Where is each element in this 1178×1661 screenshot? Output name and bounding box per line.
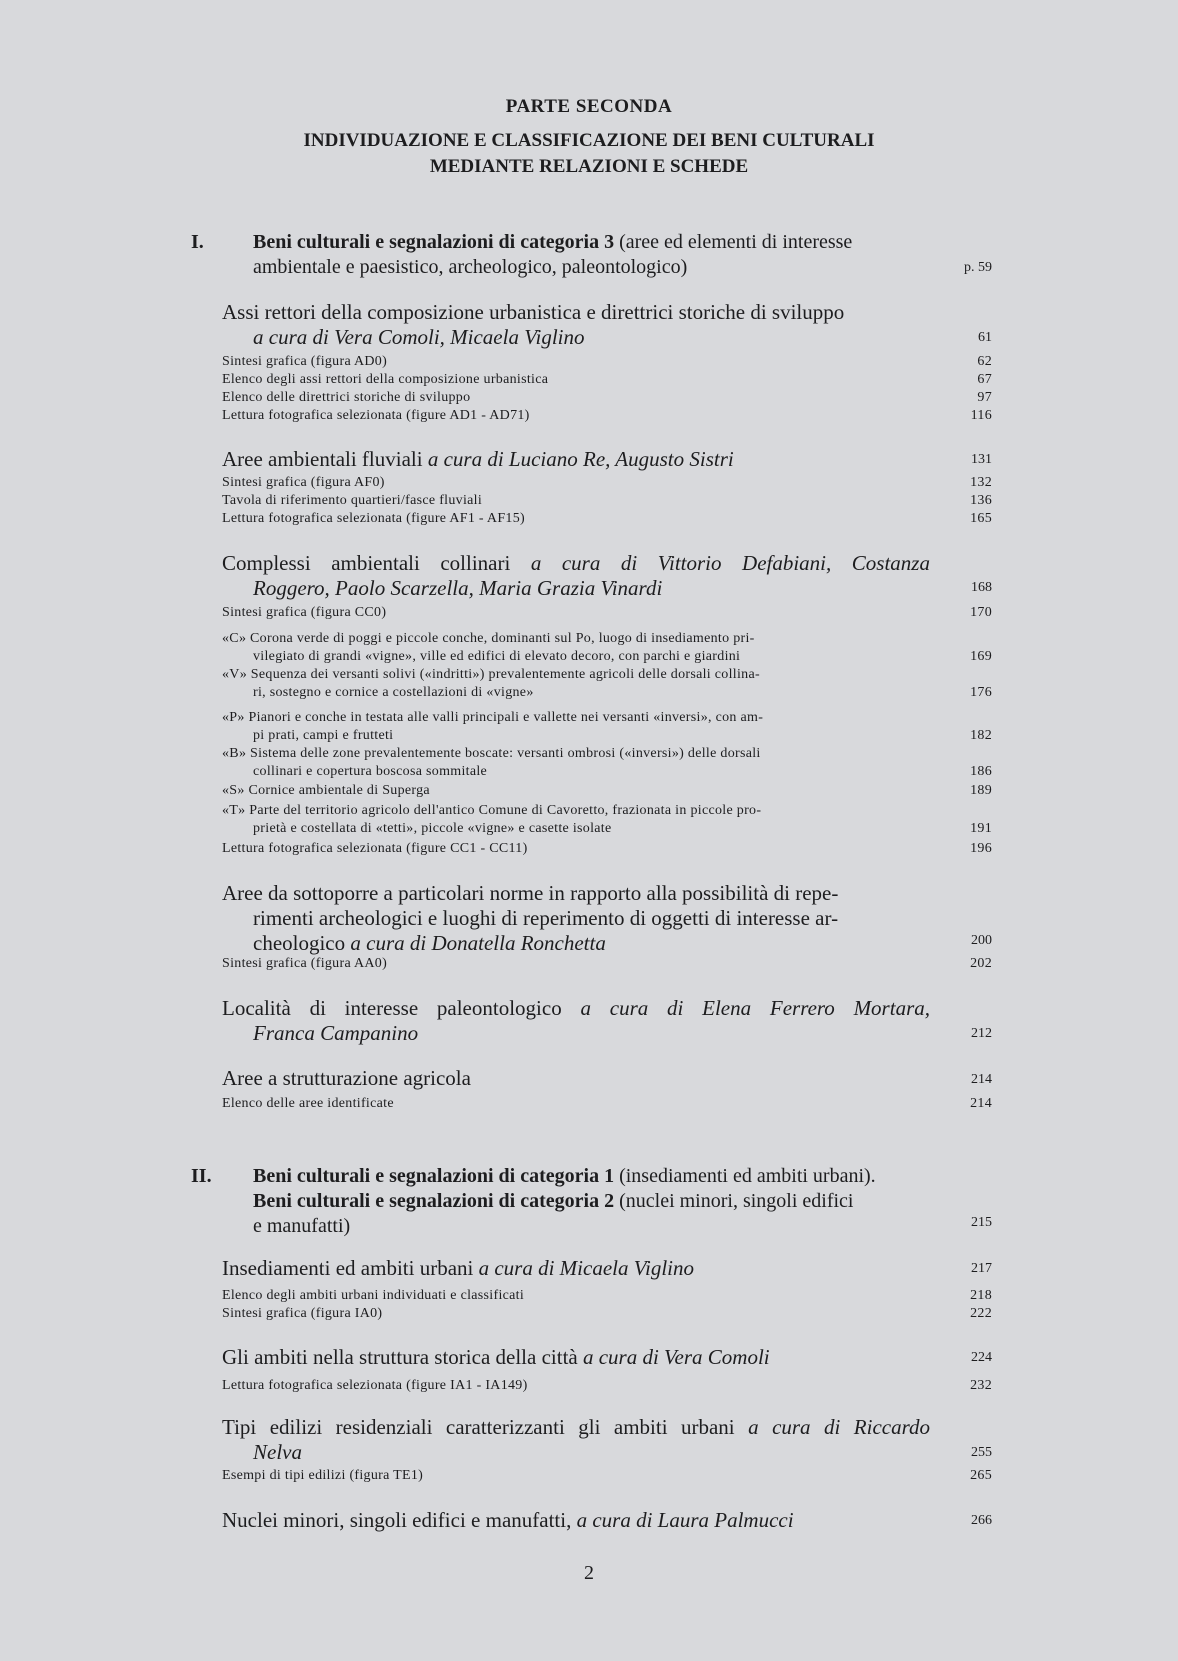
collinari-item xyxy=(222,630,930,666)
part-heading: PARTE SECONDA xyxy=(505,96,673,117)
insediamenti-title: Insediamenti ed ambiti urbani xyxy=(222,1256,479,1280)
collinari-item: «S» Cornice ambientale di Superga xyxy=(222,783,430,798)
item-page: 132 xyxy=(970,475,992,490)
section-1-rest: (aree ed elementi di interesse xyxy=(614,231,853,253)
fluviali-title: Aree ambientali fluviali xyxy=(222,447,428,471)
assi-authors: a cura di Vera Comoli, Micaela Viglino xyxy=(253,325,585,349)
part-title-line2: MEDIANTE RELAZIONI E SCHEDE xyxy=(429,156,749,177)
list-item: Sintesi grafica (figura AA0) xyxy=(222,956,388,971)
tipi-authors-line1: a cura di Riccardo xyxy=(748,1415,931,1439)
item-line: «P» Pianori e conche in testata alle valli principali e vallette nei versanti «inversi», con am- xyxy=(222,710,764,725)
insediamenti-item-pages xyxy=(970,1287,992,1323)
section-2-bold1: Beni culturali e segnalazioni di categoria 1 xyxy=(253,1165,615,1187)
collinari-item xyxy=(222,745,930,781)
item-page: 218 xyxy=(970,1288,992,1303)
archeo-line1: Aree da sottoporre a particolari norme in rapporto alla possibilità di repe- xyxy=(222,881,839,905)
item-page: 62 xyxy=(977,354,992,369)
section-1-number: I. xyxy=(191,231,204,253)
section-2-rest1: (insediamenti ed ambiti urbani). xyxy=(614,1165,876,1187)
paleo-authors-line1: a cura di Elena Ferrero Mortara, xyxy=(580,996,930,1020)
agricola-title: Aree a strutturazione agricola xyxy=(222,1066,471,1090)
item-page: 191 xyxy=(970,821,992,836)
section-2-number: II. xyxy=(191,1165,212,1187)
ambiti-authors: a cura di Vera Comoli xyxy=(582,1345,770,1369)
section-1-bold: Beni culturali e segnalazioni di categoria 3 xyxy=(253,231,615,253)
collinari-item xyxy=(222,709,930,745)
list-item: Esempi di tipi edilizi (figura TE1) xyxy=(222,1468,424,1483)
paleo-entry xyxy=(222,996,930,1046)
archeo-page: 200 xyxy=(971,933,992,948)
archeo-line3: cheologico xyxy=(253,931,351,955)
list-item: Sintesi grafica (figura IA0) xyxy=(222,1306,383,1321)
tipi-page: 255 xyxy=(971,1445,992,1460)
collinari-page: 168 xyxy=(971,580,992,595)
part-title-line1: INDIVIDUAZIONE E CLASSIFICAZIONE DEI BENI CULTURALI xyxy=(303,130,875,151)
section-2-line3: e manufatti) xyxy=(253,1215,351,1237)
collinari-authors-line2: Roggero, Paolo Scarzella, Maria Grazia Vinardi xyxy=(253,576,663,600)
ambiti-entry xyxy=(222,1345,930,1370)
page-number: 2 xyxy=(584,1562,594,1584)
assi-item-pages xyxy=(971,353,992,425)
item-page: 182 xyxy=(970,728,992,743)
collinari-entry xyxy=(222,551,930,601)
nuclei-authors: a cura di Laura Palmucci xyxy=(576,1508,794,1532)
item-page: 265 xyxy=(970,1468,992,1483)
fluviali-item-pages xyxy=(970,474,992,528)
list-item: Elenco degli assi rettori della composizione urbanistica xyxy=(222,372,549,387)
list-item: Elenco delle aree identificate xyxy=(222,1096,394,1111)
assi-items xyxy=(222,353,930,425)
insediamenti-items xyxy=(222,1287,930,1323)
section-1-line2: ambientale e paesistico, archeologico, paleontologico) xyxy=(253,256,688,278)
list-item: Lettura fotografica selezionata (figure IA1 - IA149) xyxy=(222,1378,528,1393)
list-item: Elenco degli ambiti urbani individuati e classificati xyxy=(222,1288,525,1303)
agricola-page: 214 xyxy=(971,1072,992,1087)
paleo-authors-line2: Franca Campanino xyxy=(253,1021,419,1045)
item-page: 97 xyxy=(977,390,992,405)
archeo-line2: rimenti archeologici e luoghi di reperimento di oggetti di interesse ar- xyxy=(253,906,839,930)
item-page: 169 xyxy=(970,649,992,664)
item-line: «B» Sistema delle zone prevalentemente boscate: versanti ombrosi («inversi») delle dorsali xyxy=(222,746,761,761)
collinari-authors-line1: a cura di Vittorio Defabiani, Costanza xyxy=(530,551,930,575)
collinari-item: Sintesi grafica (figura CC0) xyxy=(222,605,387,620)
list-item: Sintesi grafica (figura AF0) xyxy=(222,475,385,490)
item-line: pi prati, campi e frutteti xyxy=(253,728,394,743)
item-line: «C» Corona verde di poggi e piccole conche, dominanti sul Po, luogo di insediamento pri- xyxy=(222,631,755,646)
item-page: 170 xyxy=(970,605,992,620)
fluviali-page: 131 xyxy=(971,452,992,467)
fluviali-entry xyxy=(222,447,930,472)
section-1-page: p. 59 xyxy=(964,260,992,275)
item-page: 136 xyxy=(970,493,992,508)
part-title xyxy=(0,128,1178,180)
item-page: 222 xyxy=(970,1306,992,1321)
list-item: Lettura fotografica selezionata (figure AD1 - AD71) xyxy=(222,408,530,423)
item-line: ri, sostegno e cornice a costellazioni di «vigne» xyxy=(253,685,534,700)
collinari-title: Complessi ambientali collinari xyxy=(222,551,531,575)
archeo-authors: a cura di Donatella Ronchetta xyxy=(350,931,606,955)
archeo-entry xyxy=(222,881,930,956)
list-item: Sintesi grafica (figura AD0) xyxy=(222,354,388,369)
section-1-heading xyxy=(191,230,930,280)
section-2-rest2: (nuclei minori, singoli edifici xyxy=(614,1190,854,1212)
insediamenti-entry xyxy=(222,1256,930,1281)
collinari-item: Lettura fotografica selezionata (figure CC1 - CC11) xyxy=(222,841,528,856)
insediamenti-page: 217 xyxy=(971,1261,992,1276)
nuclei-page: 266 xyxy=(971,1513,992,1528)
ambiti-page: 224 xyxy=(971,1350,992,1365)
item-page: 186 xyxy=(970,764,992,779)
fluviali-items xyxy=(222,474,930,528)
list-item: Lettura fotografica selezionata (figure AF1 - AF15) xyxy=(222,511,525,526)
nuclei-title: Nuclei minori, singoli edifici e manufatti, xyxy=(222,1508,577,1532)
collinari-item xyxy=(222,666,930,702)
item-line: «V» Sequenza dei versanti solivi («indritti») prevalentemente agricoli delle dorsali collina- xyxy=(222,667,760,682)
nuclei-entry xyxy=(222,1508,930,1533)
fluviali-authors: a cura di Luciano Re, Augusto Sistri xyxy=(427,447,734,471)
item-page: 189 xyxy=(970,783,992,798)
item-page: 116 xyxy=(970,408,992,423)
section-2-heading xyxy=(191,1164,930,1239)
assi-page: 61 xyxy=(978,330,992,345)
paleo-title: Località di interesse paleontologico xyxy=(222,996,581,1020)
assi-title: Assi rettori della composizione urbanistica e direttrici storiche di sviluppo xyxy=(222,300,845,324)
tipi-title: Tipi edilizi residenziali caratterizzanti gli ambiti urbani xyxy=(222,1415,749,1439)
item-line: collinari e copertura boscosa sommitale xyxy=(253,764,488,779)
item-page: 176 xyxy=(970,685,992,700)
paleo-page: 212 xyxy=(971,1026,992,1041)
item-page: 214 xyxy=(970,1096,992,1111)
section-2-bold2: Beni culturali e segnalazioni di categoria 2 xyxy=(253,1190,615,1212)
tipi-entry xyxy=(222,1415,930,1465)
list-item: Elenco delle direttrici storiche di sviluppo xyxy=(222,390,471,405)
ambiti-title: Gli ambiti nella struttura storica della città xyxy=(222,1345,583,1369)
item-page: 232 xyxy=(970,1378,992,1393)
collinari-item xyxy=(222,802,930,838)
insediamenti-authors: a cura di Micaela Viglino xyxy=(478,1256,694,1280)
item-page: 196 xyxy=(970,841,992,856)
tipi-authors-line2: Nelva xyxy=(253,1440,302,1464)
item-line: prietà e costellata di «tetti», piccole «vigne» e casette isolate xyxy=(253,821,612,836)
list-item: Tavola di riferimento quartieri/fasce fluviali xyxy=(222,493,483,508)
item-page: 67 xyxy=(977,372,992,387)
item-page: 202 xyxy=(970,956,992,971)
assi-entry xyxy=(222,300,930,350)
item-line: vilegiato di grandi «vigne», ville ed edifici di elevato decoro, con parchi e giardini xyxy=(253,649,741,664)
section-2-page: 215 xyxy=(971,1215,992,1230)
item-page: 165 xyxy=(970,511,992,526)
item-line: «T» Parte del territorio agricolo dell'antico Comune di Cavoretto, frazionata in piccole pro- xyxy=(222,803,762,818)
